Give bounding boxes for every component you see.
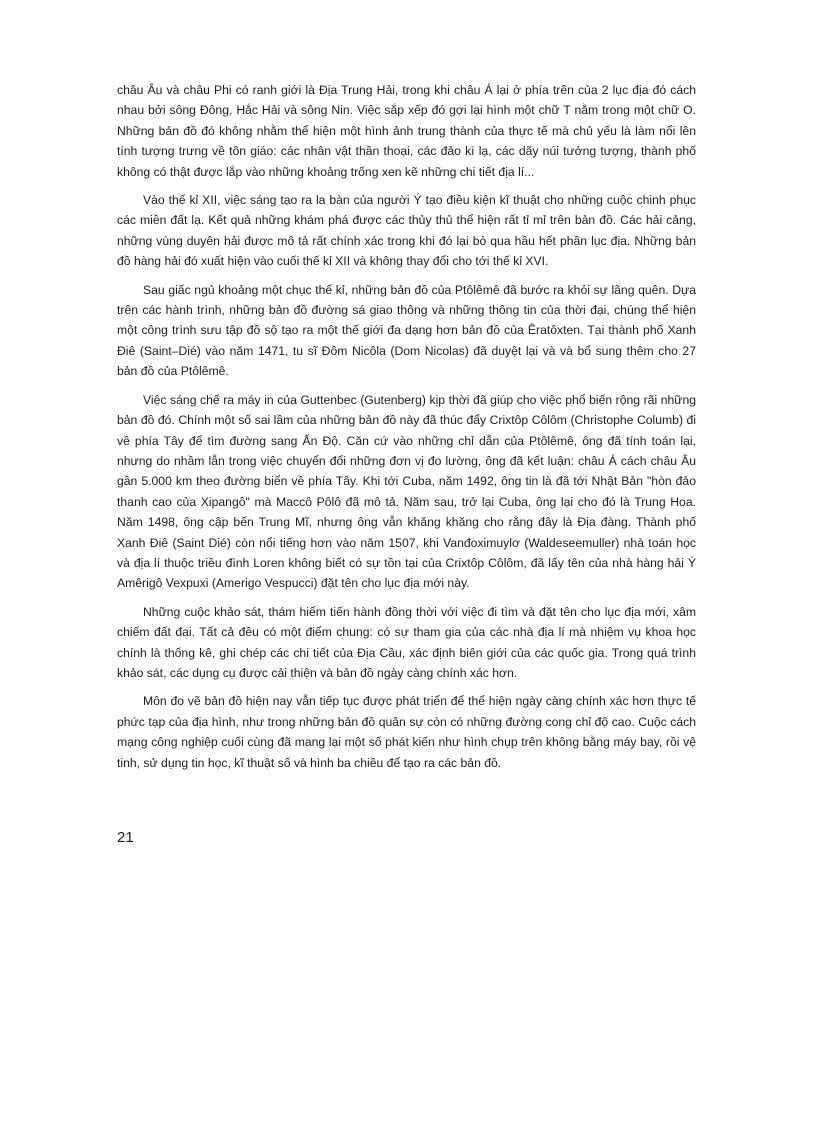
paragraph-printing-columbus: Việc sáng chế ra máy in của Guttenbec (Gutenberg) kịp thời đã giúp cho việc phổ biến rộng rãi những bản đồ đó. Chính một số sai lầm của những bản đồ này đã thúc đẩy Crixtôp Côlôm (Christophe Columb) đi về phía Tây để tìm đường sang Ấn Độ. Căn cứ vào những chỉ dẫn của Ptôlêmê, ông đã tính toán lại, nhưng do nhầm lẫn trong việc chuyển đổi những đơn vị đo lường, ông đã kết luận: châu Á cách châu Âu gần 5.000 km theo đường biển về phía Tây. Khi tới Cuba, năm 1492, ông tin là đã tới Nhật Bản "hòn đảo thanh cao của Xipangô" mà Maccô Pôlô đã mô tả. Năm sau, trở lại Cuba, ông lại cho đó là Trung Hoa. Năm 1498, ông cập bến Trung Mĩ, nhưng ông vẫn khăng khăng cho rằng đây là Địa đàng. Thành phố Xanh Điê (Saint Dié) còn nổi tiếng hơn vào năm 1507, khi Vanđoximuylơ (Waldeseemuller) nhà toán học và địa lí thuộc triều đình Loren không biết có sự tồn tại của Crixtôp Côlôm, đã lấy tên của nhà hàng hải Ý Amêrigô Vexpuxi (Amerigo Vespucci) đặt tên cho lục địa mới này. (117, 392, 696, 591)
paragraph-ptolemy: Sau giấc ngủ khoảng một chục thế kỉ, những bản đồ của Ptôlêmê đã bước ra khỏi sự lãng quên. Dựa trên các hành trình, những bản đồ đường sá giao thông và những thông tin của thời đại, chúng thể hiện một công trình sưu tập đồ sộ tạo ra một thế giới đa dạng hơn bản đồ của Êratôxten. Tại thành phố Xanh Điê (Saint–Dié) vào năm 1471, tu sĩ Đôm Nicôla (Dom Nicolas) đã duyệt lại và và bổ sung thêm cho 27 bản đồ của Ptôlêmê. (117, 282, 696, 379)
document-body (117, 80, 696, 781)
paragraph-modern-cartography: Môn đo vẽ bản đồ hiện nay vẫn tiếp tục được phát triển để thể hiện ngày càng chính xác hơn thực tế phức tạp của địa hình, như trong những bản đồ quân sự còn có những đường cong chỉ độ cao. Cuộc cách mạng công nghiệp cuối cùng đã mang lại một số phát kiến như hình chụp trên không bằng máy bay, rồi vệ tinh, sử dụng tin học, kĩ thuật số và hình ba chiều để tạo ra các bản đồ. (117, 694, 696, 770)
paragraph-exploration: Những cuộc khảo sát, thám hiểm tiến hành đồng thời với việc đi tìm và đặt tên cho lục địa mới, xâm chiếm đất đai. Tất cả đều có một điểm chung: có sự tham gia của các nhà địa lí mà nhiệm vụ khoa học chính là thống kê, ghi chép các chi tiết của Địa Cầu, xác định biên giới của các quốc gia. Trong quá trình khảo sát, các dụng cụ được cải thiện và bản đồ ngày càng chính xác hơn. (117, 604, 696, 680)
page-number: 21 (117, 829, 134, 846)
paragraph-compass: Vào thế kỉ XII, việc sáng tạo ra la bàn của người Ý tạo điều kiện kĩ thuật cho những cuộc chinh phục các miền đất lạ. Kết quả những khám phá được các thủy thủ thể hiện rất tỉ mỉ trên bản đồ. Các hải cảng, những vùng duyên hải được mô tả rất chính xác trong khi đó lại bỏ qua hầu hết phần lục địa. Những bản đồ hàng hải đó xuất hiện vào cuối thế kỉ XII và không thay đổi cho tới thế kỉ XVI. (117, 193, 696, 269)
paragraph-continued: châu Âu và châu Phi có ranh giới là Địa Trung Hải, trong khi châu Á lại ở phía trên của 2 lục địa đó cách nhau bởi sông Đông, Hắc Hải và sông Nin. Việc sắp xếp đó gợi lại hình một chữ T nằm trong một chữ O. Những bản đồ đó không nhằm thể hiện một hình ảnh trung thành của thực tế mà chủ yếu là làm nổi lên tính tượng trưng về tôn giáo: các nhân vật thần thoại, các đảo kì lạ, các dãy núi tưởng tượng, thành phố không có thật được lắp vào những khoảng trống xen kẽ những chi tiết địa lí... (117, 83, 696, 179)
